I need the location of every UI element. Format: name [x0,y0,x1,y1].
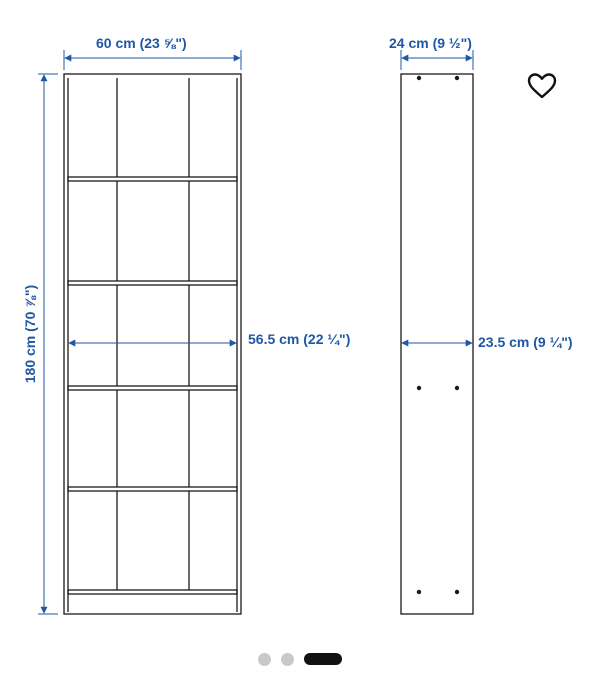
side-panel [401,74,473,614]
carousel-pagination [258,652,342,666]
front-view [64,74,241,614]
carousel-dot-3-active[interactable] [304,653,342,665]
side-view [401,74,473,614]
plinth-shelf [68,590,237,594]
carousel-dot-1[interactable] [258,653,271,666]
depth-inner-label: 23.5 cm (9 ¼") [478,334,573,350]
shelf [68,177,237,181]
width-inner-label: 56.5 cm (22 ¼") [248,331,351,347]
shelf [68,281,237,285]
depth-total-label: 24 cm (9 ½") [389,35,472,51]
shelf [68,487,237,491]
favorite-button[interactable] [524,68,560,104]
carousel-dot-2[interactable] [281,653,294,666]
heart-outline-icon [524,68,560,104]
shelf [68,386,237,390]
height-label: 180 cm (70 ⅞") [22,284,38,384]
front-outer-frame [64,74,241,614]
shelf-pin-holes [417,76,459,594]
width-total-label: 60 cm (23 ⅝") [96,35,187,51]
